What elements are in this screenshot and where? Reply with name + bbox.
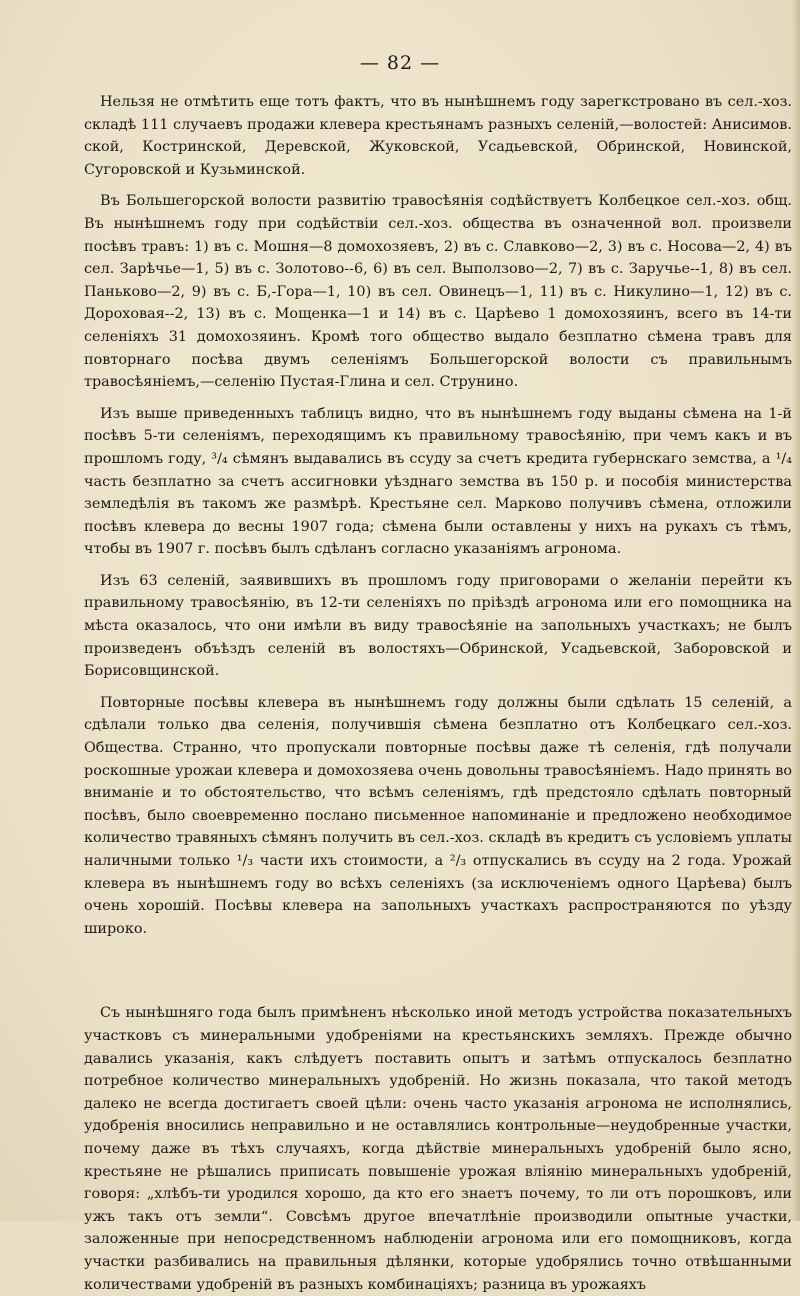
paragraph-demonstration-plots: Съ нынѣшняго года былъ примѣненъ нѣсколько иной методъ устройства показательныхъ участковъ съ минеральными удобреніями на крестьянскихъ земляхъ. Прежде обычно давались указанія, какъ слѣдуетъ поставить опытъ и затѣмъ отпускалось безплатно потребное количество минеральныхъ удобреній. Но жизнь показала, что такой методъ далеко не всегда достигаетъ своей цѣли: очень часто указанія агронома не исполнялись, удобренія вносились неправильно и не оставлялись контрольные—неудобренные участки, почему даже въ тѣхъ случаяхъ, когда дѣйствіе минеральныхъ удобреній было ясно, крестьяне не рѣшались приписать повышеніе урожая вліянію минеральныхъ удобреній, говоря: „хлѣбъ-ти уродился хорошо, да кто его знаетъ почему, то ли отъ порошковъ, или ужъ такъ отъ земли“. Совсѣмъ другое впечатлѣніе производили опытные участки, заложенные при непосредственномъ наблюденіи агронома или его помощниковъ, когда участки разбивались на правильныя дѣлянки, которые удобрялись точно отвѣшанными количествами удобреній въ разныхъ комбинаціяхъ; разница въ урожаяхъ [84,1005,792,1293]
paragraph-63-settlements: Изъ 63 селеній, заявившихъ въ прошломъ году приговорами о желаніи перейти къ правильному травосѣянію, въ 12-ти селеніяхъ по пріѣздѣ агронома или его помощника на мѣста оказалось, что они имѣли въ виду травосѣяніе на запольныхъ участкахъ; не былъ произведенъ объѣздъ селеній въ волостяхъ—Обринской, Усадьевской, Заборовской и Борисовщинской. [84,572,792,680]
page-edge-shadow [792,0,800,1221]
page-body [84,91,792,1296]
page-number: — 82 — [359,52,441,74]
paragraph-clover-sales: Нельзя не отмѣтить еще тотъ фактъ, что въ нынѣшнемъ году зарегкстровано въ сел.-хоз. складѣ 111 случаевъ продажи клевера крестьянамъ разныхъ селеній,—волостей: Анисимов. ской, Костринской, Деревской, Жуковской, Усадьевской, Обринской, Новинской, Сугоровской и Кузьминской. [84,94,792,178]
paragraph-seed-distribution: Изъ выше приведенныхъ таблицъ видно, что въ нынѣшнемъ году выданы сѣмена на 1-й посѣвъ 5-ти селеніямъ, переходящимъ къ правильному травосѣянію, при чемъ какъ и въ прошломъ году, ³/₄ сѣмянъ выдавались въ ссуду за счетъ кредита губернскаго земства, а ¹/₄ часть безплатно за счетъ ассигновки уѣзднаго земства въ 150 р. и пособія министерства земледѣлія въ такомъ же размѣрѣ. Крестьяне сел. Марково получивъ сѣмена, отложили посѣвъ клевера до весны 1907 года; сѣмена были оставлены у нихъ на рукахъ съ тѣмъ, чтобы въ 1907 г. посѣвъ былъ сдѣланъ согласно указаніямъ агронома. [84,405,792,558]
paragraph-bolshegorskaya-volost: Въ Большегорской волости развитію травосѣянія содѣйствуетъ Колбецкое сел.-хоз. общ. Въ нынѣшнемъ году при содѣйствіи сел.-хоз. общества въ означенной вол. произвели посѣвъ травъ: 1) въ с. Мошня—8 домохозяевъ, 2) въ с. Славково—2, 3) въ с. Носова—2, 4) въ сел. Зарѣчье—1, 5) въ с. Золотово--6, 6) въ сел. Выползово—2, 7) въ с. Заручье--1, 8) въ сел. Паньково—2, 9) въ с. Б,-Гора—1, 10) въ сел. Овинецъ—1, 11) въ с. Никулино—1, 12) въ с. Дороховая--2, 13) въ с. Мощенка—1 и 14) въ с. Царѣево 1 домохозяинъ, всего въ 14-ти селеніяхъ 31 домохозяинъ. Кромѣ того общество выдало безплатно сѣмена травъ для повторнаго посѣва двумъ селеніямъ Большегорской волости съ правильнымъ травосѣяніемъ,—селенію Пустая-Глина и сел. Струнино. [84,193,792,391]
paragraph-repeat-sowing: Повторные посѣвы клевера въ нынѣшнемъ году должны были сдѣлать 15 селеній, а сдѣлали только два селенія, получившія сѣмена безплатно отъ Колбецкаго сел.-хоз. Общества. Странно, что пропускали повторные посѣвы даже тѣ селенія, гдѣ получали роскошные урожаи клевера и домохозяева очень довольны травосѣяніемъ. Надо принять во вниманіе и то обстоятельство, что всѣмъ селеніямъ, гдѣ предстояло сдѣлать повторный посѣвъ, было своевременно послано письменное напоминаніе и предложено необходимое количество травяныхъ сѣмянъ получить въ сел.-хоз. складѣ въ кредитъ съ условіемъ уплаты наличными только ¹/₃ части ихъ стоимости, а ²/₃ отпускались въ ссуду на 2 года. Урожай клевера въ нынѣшнемъ году во всѣхъ селеніяхъ (за исключеніемъ одного Царѣева) былъ очень хорошій. Посѣвы клевера на запольныхъ участкахъ распространяются по уѣзду широко. [84,694,792,937]
